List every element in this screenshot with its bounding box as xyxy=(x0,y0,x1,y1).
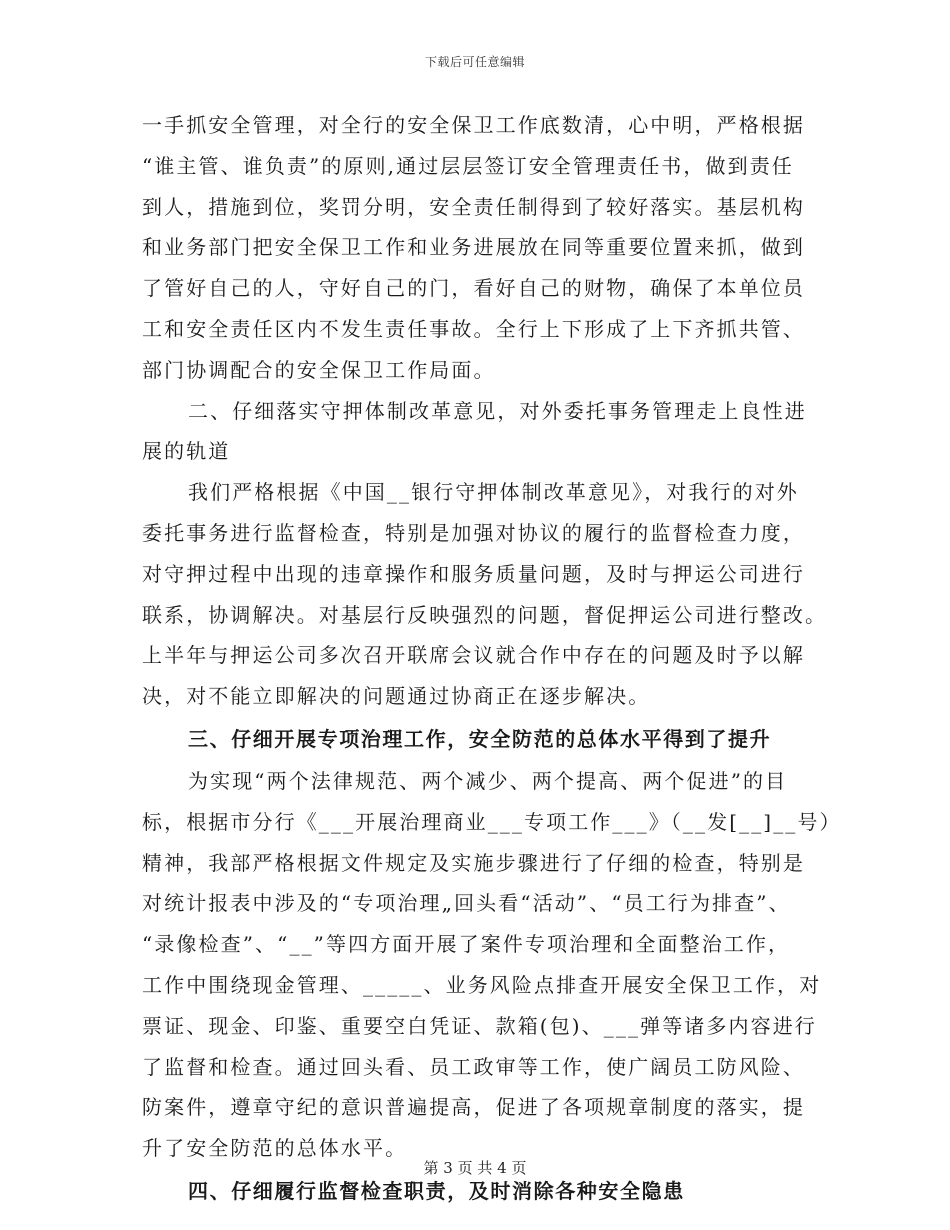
paragraph-line: 对守押过程中出现的违章操作和服务质量问题，及时与押运公司进行 xyxy=(142,561,805,586)
document-body xyxy=(142,105,842,1213)
paragraph-line: “录像检查”、“__”等四方面开展了案件专项治理和全面整治工作， xyxy=(142,932,791,957)
paragraph-line: 决，对不能立即解决的问题通过协商正在逐步解决。 xyxy=(142,684,651,709)
paragraph-line: 和业务部门把安全保卫工作和业务进展放在同等重要位置来抓，做到 xyxy=(142,235,805,260)
paragraph-line: 了管好自己的人，守好自己的门，看好自己的财物，确保了本单位员 xyxy=(142,276,805,301)
paragraph-line: 一手抓安全管理，对全行的安全保卫工作底数清，心中明，严格根据 xyxy=(142,113,805,137)
paragraph-line: 对统计报表中涉及的“专项治理„回头看“活动”、“员工行为排查”、 xyxy=(142,891,791,916)
paragraph-line: 我们严格根据《中国__银行守押体制改革意见》，对我行的对外 xyxy=(188,480,799,505)
section-heading-3: 三、仔细开展专项治理工作，安全防范的总体水平得到了提升 xyxy=(188,726,772,751)
section-heading-2: 二、仔细落实守押体制改革意见，对外委托事务管理走上良性进 xyxy=(188,398,807,423)
paragraph-line: 精神，我部严格根据文件规定及实施步骤进行了仔细的检查，特别是 xyxy=(142,850,805,875)
paragraph-line: 标，根据市分行《___开展治理商业___专项工作___》（__发[__]__号） xyxy=(142,809,842,834)
page-header: 下载后可任意编辑 xyxy=(424,55,525,69)
section-heading-2-continued: 展的轨道 xyxy=(142,439,231,464)
paragraph-line: 了监督和检查。通过回头看、员工政审等工作，使广阔员工防风险、 xyxy=(142,1054,805,1079)
paragraph-line: 委托事务进行监督检查，特别是加强对协议的履行的监督检查力度， xyxy=(142,520,805,545)
paragraph-line: 联系，协调解决。对基层行反映强烈的问题，督促押运公司进行整改。 xyxy=(142,602,828,627)
paragraph-line: 上半年与押运公司多次召开联席会议就合作中存在的问题及时予以解 xyxy=(142,643,805,668)
paragraph-line: “谁主管、谁负责”的原则,通过层层签订安全管理责任书，做到责任 xyxy=(142,153,794,178)
paragraph-line: 工和安全责任区内不发生责任事故。全行上下形成了上下齐抓共管、 xyxy=(142,316,805,341)
section-heading-4: 四、仔细履行监督检查职责，及时消除各种安全隐患 xyxy=(188,1178,685,1203)
paragraph-line: 升了安全防范的总体水平。 xyxy=(142,1136,408,1161)
page-footer: 第 3 页 共 4 页 xyxy=(423,1159,527,1177)
paragraph-line: 部门协调配合的安全保卫工作局面。 xyxy=(142,357,496,382)
paragraph-line: 防案件，遵章守纪的意识普遍提高，促进了各项规章制度的落实，提 xyxy=(142,1095,805,1120)
paragraph-line: 票证、现金、印鉴、重要空白凭证、款箱(包)、___弹等诸多内容进行 xyxy=(142,1013,817,1038)
paragraph-line: 为实现“两个法律规范、两个减少、两个提高、两个促进”的目 xyxy=(188,768,788,793)
paragraph-line: 到人，措施到位，奖罚分明，安全责任制得到了较好落实。基层机构 xyxy=(142,194,805,219)
paragraph-line: 工作中围绕现金管理、_____、业务风险点排查开展安全保卫工作，对 xyxy=(142,972,822,997)
